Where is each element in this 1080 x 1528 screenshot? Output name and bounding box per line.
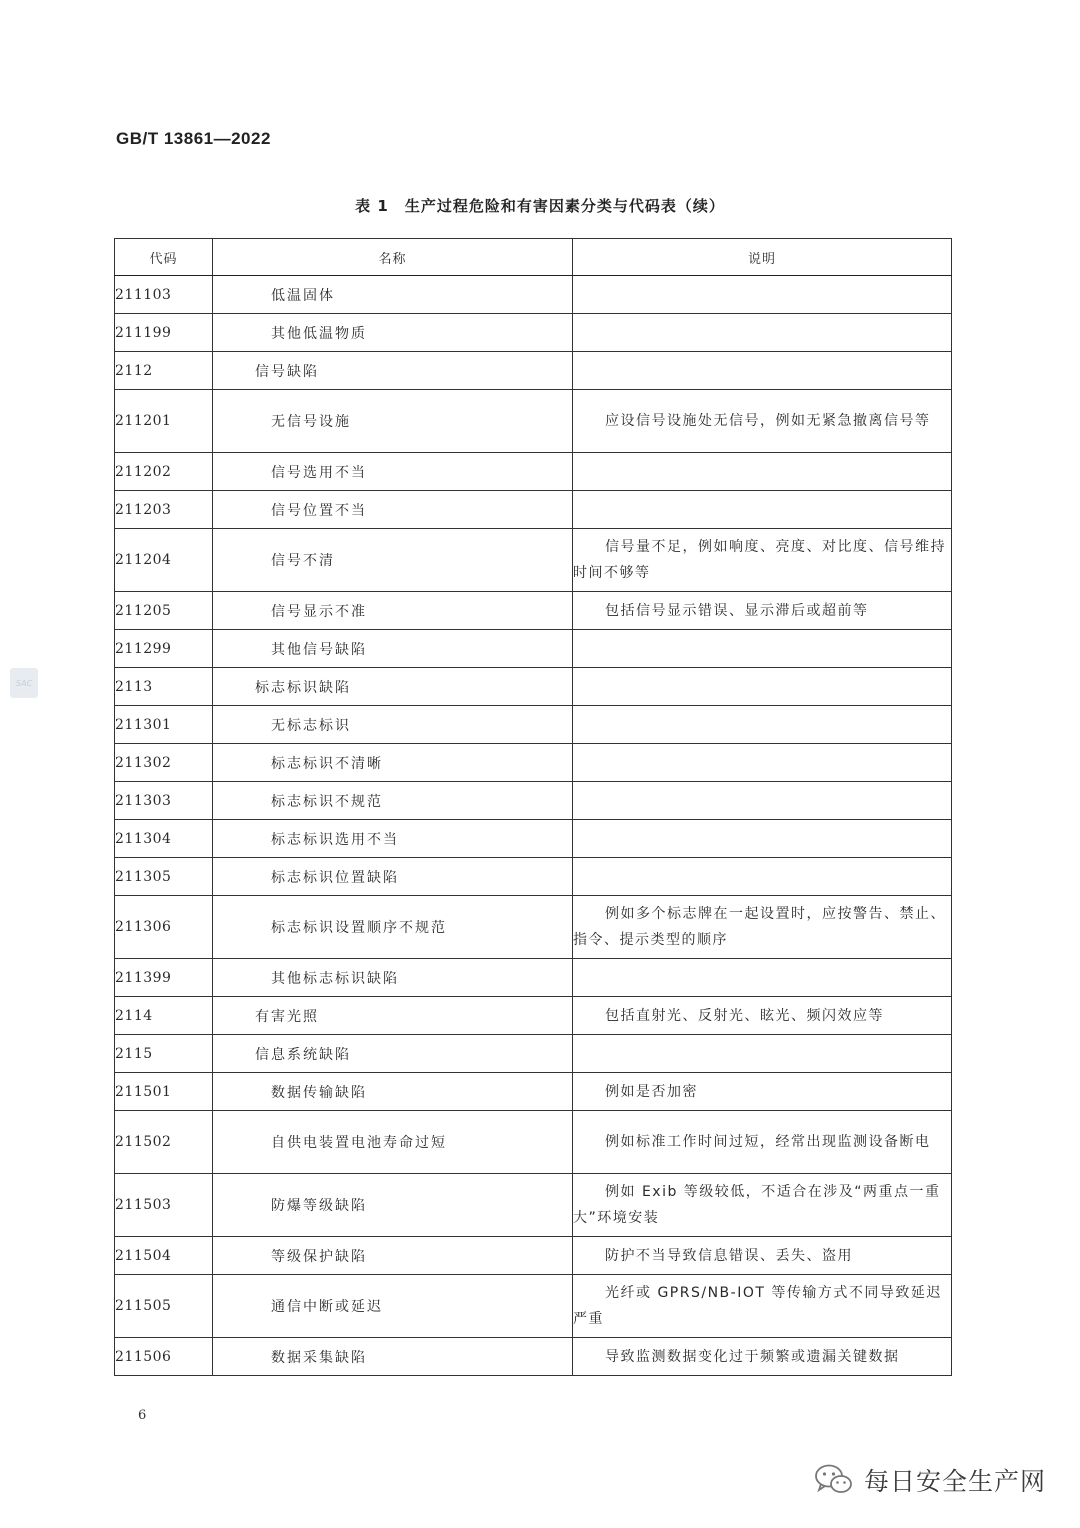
row-name: 信号选用不当: [213, 453, 573, 491]
table-row: [115, 276, 952, 314]
row-name: 通信中断或延迟: [213, 1275, 573, 1338]
row-code: 211302: [115, 744, 213, 782]
watermark: [814, 1462, 1046, 1498]
table-row: [115, 1338, 952, 1376]
table-body: [115, 276, 952, 1376]
row-name: 无标志标识: [213, 706, 573, 744]
row-name: 信息系统缺陷: [213, 1035, 573, 1073]
table-title: 表 1 生产过程危险和有害因素分类与代码表（续）: [355, 197, 725, 215]
table-row: [115, 529, 952, 592]
row-name: 其他信号缺陷: [213, 630, 573, 668]
row-code: 2114: [115, 997, 213, 1035]
row-description: 应设信号设施处无信号，例如无紧急撤离信号等: [573, 390, 952, 453]
row-name: 信号位置不当: [213, 491, 573, 529]
row-description: 防护不当导致信息错误、丢失、盗用: [573, 1237, 952, 1275]
row-description: 导致监测数据变化过于频繁或遗漏关键数据: [573, 1338, 952, 1376]
table-row: [115, 453, 952, 491]
row-name: 数据传输缺陷: [213, 1073, 573, 1111]
row-code: 211203: [115, 491, 213, 529]
row-name: 标志标识缺陷: [213, 668, 573, 706]
row-code: 211103: [115, 276, 213, 314]
watermark-text: 每日安全生产网: [863, 1467, 1046, 1496]
row-description: [573, 453, 952, 491]
row-code: 211305: [115, 858, 213, 896]
row-code: 211503: [115, 1174, 213, 1237]
table-row: [115, 352, 952, 390]
row-name: 低温固体: [213, 276, 573, 314]
row-description: 包括信号显示错误、显示滞后或超前等: [573, 592, 952, 630]
row-code: 211506: [115, 1338, 213, 1376]
row-code: 211301: [115, 706, 213, 744]
row-name: 信号不清: [213, 529, 573, 592]
row-name: 标志标识选用不当: [213, 820, 573, 858]
table-row: [115, 820, 952, 858]
row-code: 211202: [115, 453, 213, 491]
page-number: 6: [138, 1408, 147, 1423]
row-description: [573, 668, 952, 706]
header-description: 说明: [573, 239, 952, 276]
row-code: 211504: [115, 1237, 213, 1275]
row-name: 数据采集缺陷: [213, 1338, 573, 1376]
header-name: 名称: [213, 239, 573, 276]
row-description: [573, 706, 952, 744]
table-row: [115, 630, 952, 668]
row-code: 211501: [115, 1073, 213, 1111]
table-row: [115, 1111, 952, 1174]
row-name: 防爆等级缺陷: [213, 1174, 573, 1237]
row-code: 211204: [115, 529, 213, 592]
row-name: 有害光照: [213, 997, 573, 1035]
table-row: [115, 491, 952, 529]
row-code: 211304: [115, 820, 213, 858]
table-row: [115, 1035, 952, 1073]
row-description: [573, 820, 952, 858]
row-description: [573, 314, 952, 352]
row-name: 等级保护缺陷: [213, 1237, 573, 1275]
table-row: [115, 1073, 952, 1111]
row-description: [573, 744, 952, 782]
row-code: 211199: [115, 314, 213, 352]
row-code: 211205: [115, 592, 213, 630]
row-name: 其他标志标识缺陷: [213, 959, 573, 997]
row-code: 2112: [115, 352, 213, 390]
row-description: 信号量不足，例如响度、亮度、对比度、信号维持时间不够等: [573, 529, 952, 592]
table-header-row: [115, 239, 952, 276]
table-row: [115, 1237, 952, 1275]
row-description: [573, 630, 952, 668]
row-code: 211505: [115, 1275, 213, 1338]
row-code: 211502: [115, 1111, 213, 1174]
row-name: 标志标识不清晰: [213, 744, 573, 782]
row-code: 2115: [115, 1035, 213, 1073]
row-name: 标志标识设置顺序不规范: [213, 896, 573, 959]
table-row: [115, 314, 952, 352]
row-name: 信号缺陷: [213, 352, 573, 390]
table-row: [115, 959, 952, 997]
row-description: 例如多个标志牌在一起设置时，应按警告、禁止、指令、提示类型的顺序: [573, 896, 952, 959]
row-code: 2113: [115, 668, 213, 706]
table-row: [115, 592, 952, 630]
side-logo-mark: SAC: [10, 668, 38, 698]
row-description: 包括直射光、反射光、眩光、频闪效应等: [573, 997, 952, 1035]
table-row: [115, 858, 952, 896]
row-name: 其他低温物质: [213, 314, 573, 352]
row-name: 标志标识不规范: [213, 782, 573, 820]
row-code: 211201: [115, 390, 213, 453]
row-code: 211299: [115, 630, 213, 668]
table-row: [115, 744, 952, 782]
table-row: [115, 390, 952, 453]
row-code: 211306: [115, 896, 213, 959]
row-name: 无信号设施: [213, 390, 573, 453]
row-name: 自供电装置电池寿命过短: [213, 1111, 573, 1174]
row-description: 光纤或 GPRS/NB-IOT 等传输方式不同导致延迟严重: [573, 1275, 952, 1338]
row-description: [573, 276, 952, 314]
table-row: [115, 706, 952, 744]
wechat-icon: [814, 1463, 854, 1497]
table-row: [115, 896, 952, 959]
table-row: [115, 668, 952, 706]
table-row: [115, 782, 952, 820]
row-code: 211399: [115, 959, 213, 997]
row-name: 标志标识位置缺陷: [213, 858, 573, 896]
hazard-code-table: [114, 238, 952, 1376]
row-description: [573, 959, 952, 997]
table-row: [115, 997, 952, 1035]
row-description: 例如标准工作时间过短，经常出现监测设备断电: [573, 1111, 952, 1174]
header-code: 代码: [115, 239, 213, 276]
row-description: [573, 1035, 952, 1073]
table-row: [115, 1275, 952, 1338]
row-description: [573, 858, 952, 896]
row-code: 211303: [115, 782, 213, 820]
table-row: [115, 1174, 952, 1237]
row-name: 信号显示不准: [213, 592, 573, 630]
row-description: [573, 782, 952, 820]
row-description: 例如 Exib 等级较低，不适合在涉及“两重点一重大”环境安装: [573, 1174, 952, 1237]
row-description: [573, 352, 952, 390]
row-description: 例如是否加密: [573, 1073, 952, 1111]
row-description: [573, 491, 952, 529]
standard-code: GB/T 13861—2022: [116, 129, 271, 148]
